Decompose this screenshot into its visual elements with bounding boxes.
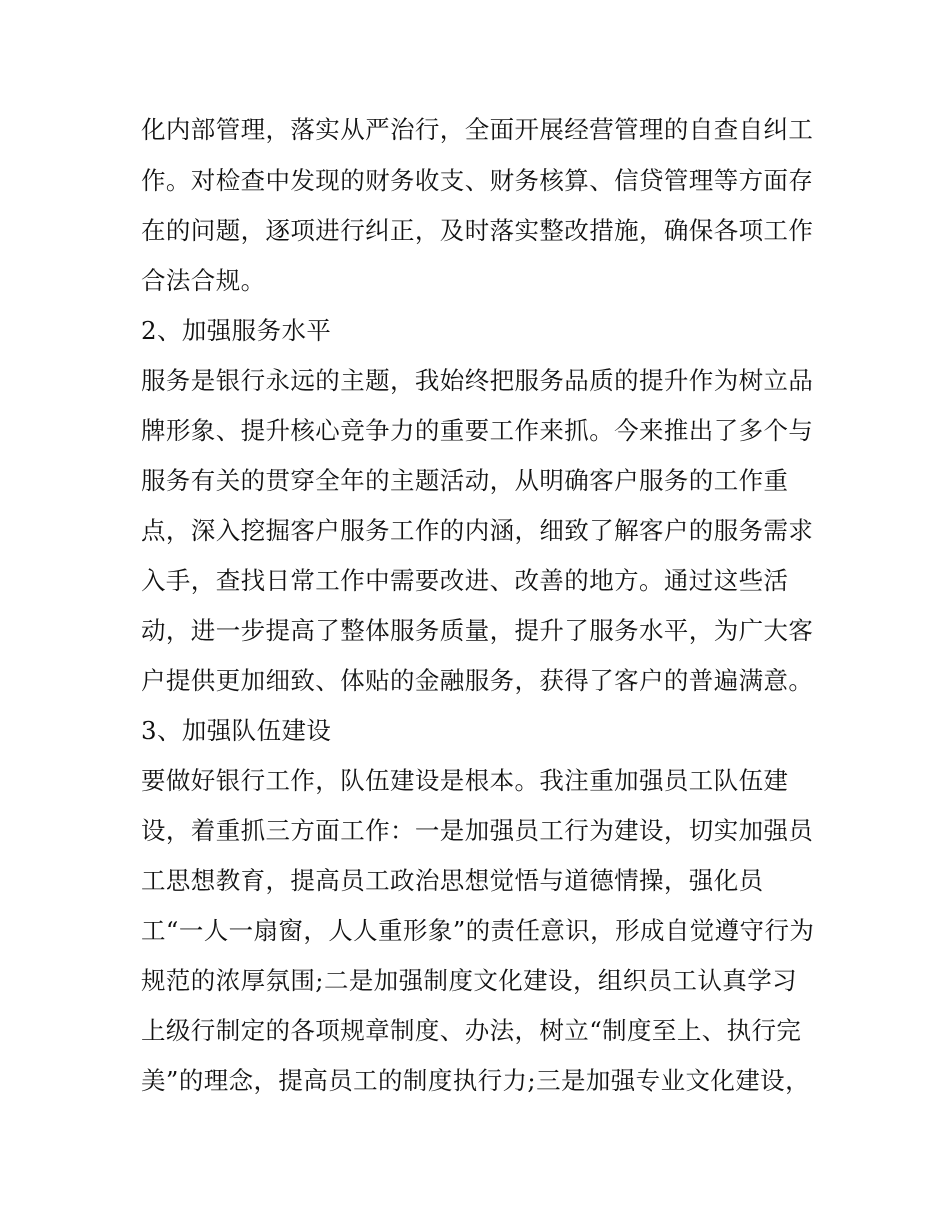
text-line: 工思想教育，提高员工政治思想觉悟与道德情操，强化员 <box>141 866 764 895</box>
text-line: 在的问题，逐项进行纠正，及时落实整改措施，确保各项工作 <box>141 216 814 245</box>
section-heading: 2、加强服务水平 <box>141 316 332 345</box>
text-line: 上级行制定的各项规章制度、办法，树立“制度至上、执行完 <box>141 1016 802 1045</box>
text-line: 牌形象、提升核心竞争力的重要工作来抓。今来推出了多个与 <box>141 416 814 445</box>
text-line: 美”的理念，提高员工的制度执行力;三是加强专业文化建设， <box>141 1066 810 1095</box>
text-line: 作。对检查中发现的财务收支、财务核算、信贷管理等方面存 <box>141 166 814 195</box>
text-line: 合法合规。 <box>141 266 266 295</box>
text-line: 服务有关的贯穿全年的主题活动，从明确客户服务的工作重 <box>141 466 789 495</box>
text-line: 服务是银行永远的主题，我始终把服务品质的提升作为树立品 <box>141 366 814 395</box>
text-line: 动，进一步提高了整体服务质量，提升了服务水平，为广大客 <box>141 616 814 645</box>
text-line: 化内部管理，落实从严治行，全面开展经营管理的自查自纠工 <box>141 115 814 144</box>
section-heading: 3、加强队伍建设 <box>141 716 332 745</box>
text-line: 规范的浓厚氛围;二是加强制度文化建设，组织员工认真学习 <box>141 966 798 995</box>
text-line: 要做好银行工作，队伍建设是根本。我注重加强员工队伍建 <box>141 766 789 795</box>
text-line: 设，着重抓三方面工作：一是加强员工行为建设，切实加强员 <box>141 816 814 845</box>
text-line: 户提供更加细致、体贴的金融服务，获得了客户的普遍满意。 <box>141 666 814 695</box>
text-line: 入手，查找日常工作中需要改进、改善的地方。通过这些活 <box>141 566 789 595</box>
text-line: 工“一人一扇窗，人人重形象”的责任意识，形成自觉遵守行为 <box>141 916 815 945</box>
text-line: 点，深入挖掘客户服务工作的内涵，细致了解客户的服务需求 <box>141 516 814 545</box>
